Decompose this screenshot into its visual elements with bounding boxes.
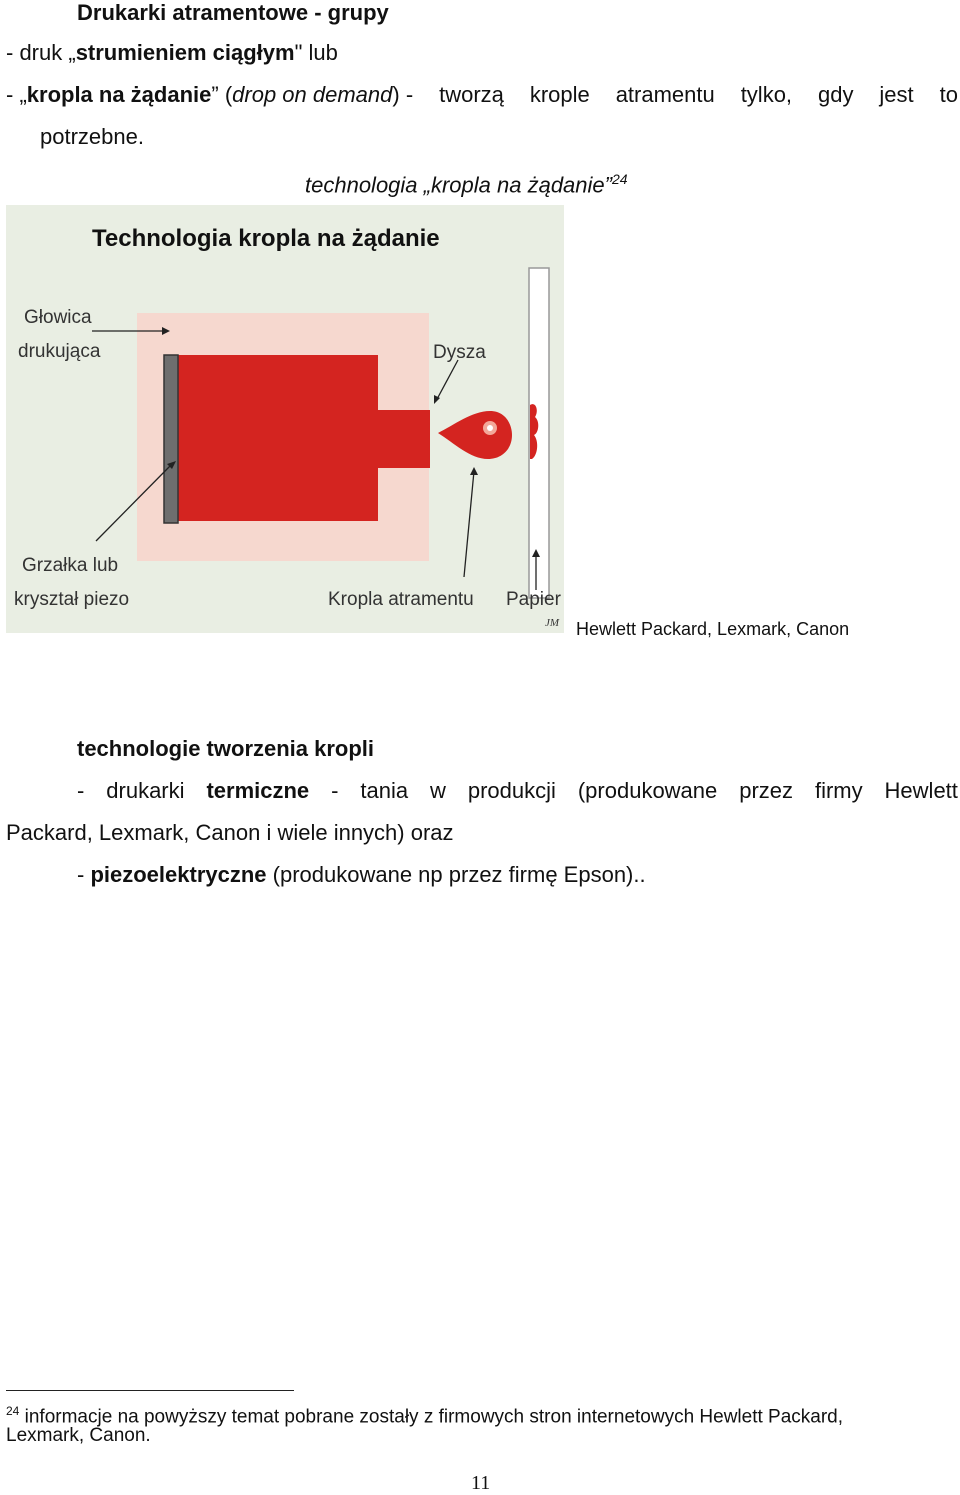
footnote-line2: Lexmark, Canon. (6, 1425, 151, 1446)
diagram-signature: JM (545, 617, 560, 629)
page-number: 11 (471, 1472, 491, 1494)
footnote-number: 24 (6, 1404, 20, 1418)
footnote-line1: $^{24}$ informacje na powyższy temat pobrane zostały z firmowych stron internetowych Hewlett Packard, (6, 1404, 844, 1428)
nozzle-channel (378, 410, 430, 468)
paragraph-piezo: - piezoelektryczne (produkowane np przez firmę Epson).. (77, 862, 646, 887)
figure-caption: technologia „kropla na żądanie”$^{24}$ (305, 171, 628, 198)
brands-note: Hewlett Packard, Lexmark, Canon (576, 619, 850, 639)
label-print-head: Głowica (24, 307, 92, 328)
heater-element (164, 355, 178, 523)
list-item-continuation: potrzebne. (40, 124, 144, 149)
paragraph-thermal-line1: - drukarki termiczne - tania w produkcji (produkowane przez firmy Hewlett (77, 778, 958, 803)
paragraph-thermal-line2: Packard, Lexmark, Canon i wiele innych) oraz (6, 820, 454, 845)
ink-chamber (177, 355, 378, 521)
label-print-head-2: drukująca (18, 341, 101, 362)
drop-on-demand-diagram (6, 205, 564, 633)
label-paper: Papier (506, 589, 561, 610)
list-item-continuous: - druk „strumieniem ciągłym" lub (6, 40, 338, 65)
label-heater: Grzałka lub (22, 555, 119, 576)
footnote-reference: 24 (611, 171, 628, 187)
footnote-rule (6, 1390, 294, 1391)
diagram-title: Technologia kropla na żądanie (92, 225, 440, 252)
label-nozzle: Dysza (433, 342, 486, 363)
section-heading-drop-technologies: technologie tworzenia kropli (77, 736, 375, 761)
label-heater-2: kryształ piezo (14, 589, 130, 610)
section-heading-groups: Drukarki atramentowe - grupy (77, 0, 389, 25)
label-ink-drop: Kropla atramentu (328, 589, 474, 610)
list-item-drop-on-demand: - „kropla na żądanie” (drop on demand) - tworzą krople atramentu tylko, gdy jest to (6, 82, 958, 107)
